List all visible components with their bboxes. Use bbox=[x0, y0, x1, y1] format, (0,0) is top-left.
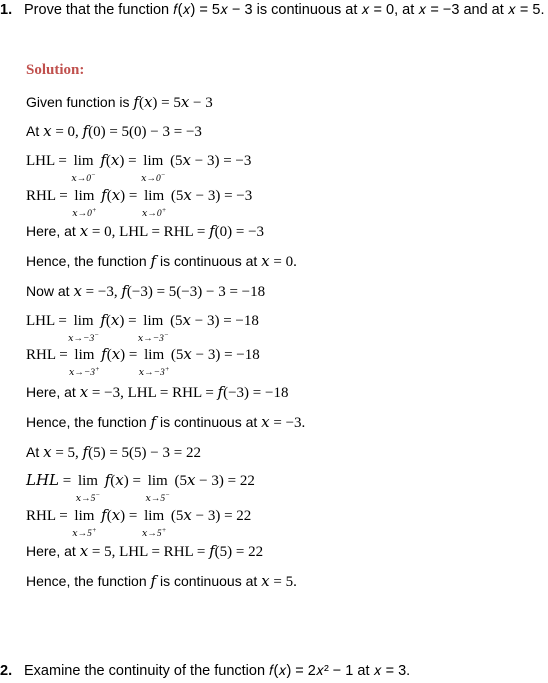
question-number: 1. bbox=[0, 2, 13, 18]
lim-word: lim bbox=[73, 153, 94, 169]
math: 𝑥 = 5. bbox=[261, 574, 297, 590]
question-text: Prove that the function 𝑓(𝑥) = 5𝑥 − 3 is continuous at 𝑥 = 0, at 𝑥 = −3 and at 𝑥 = 5. bbox=[24, 2, 545, 18]
lhl-label: LHL = bbox=[26, 153, 71, 169]
math: 𝑓(𝑥) = bbox=[97, 188, 142, 204]
math: 𝑓(𝑥) = bbox=[97, 508, 142, 524]
text: Now at bbox=[26, 283, 74, 299]
question-1 bbox=[0, 2, 544, 18]
question-2 bbox=[0, 663, 410, 679]
limit-1 bbox=[75, 472, 101, 505]
question-number: 2. bbox=[0, 663, 13, 679]
math: (5𝑥 − 3) = −3 bbox=[167, 188, 253, 204]
solution-line-10 bbox=[26, 383, 288, 402]
lim-sup: − bbox=[91, 171, 96, 179]
math: (5𝑥 − 3) = −18 bbox=[166, 313, 259, 329]
solution-line-1 bbox=[26, 93, 213, 112]
text: Here, at bbox=[26, 223, 80, 239]
lim-word: lim bbox=[144, 347, 165, 363]
solution-line-12 bbox=[26, 443, 201, 462]
text: Given function is bbox=[26, 94, 134, 110]
limit-1 bbox=[72, 507, 97, 540]
math: 𝑓 bbox=[150, 254, 157, 270]
math: 𝑥 = −3. bbox=[261, 415, 306, 431]
limit-2 bbox=[138, 346, 170, 379]
solution-line-2 bbox=[26, 122, 202, 141]
lim-sup: + bbox=[91, 526, 97, 534]
math: 𝑥 = 0, LHL = RHL = 𝑓(0) = −3 bbox=[79, 224, 265, 240]
lim-sub: 𝑥→0 bbox=[71, 174, 91, 185]
math: 𝑓(𝑥) = bbox=[100, 473, 145, 489]
text: is continuous at bbox=[156, 253, 262, 269]
limit-1 bbox=[72, 187, 97, 220]
text: At bbox=[26, 444, 44, 460]
rhl-label: RHL = bbox=[26, 347, 72, 363]
lim-sup: + bbox=[91, 206, 97, 214]
math: 𝑥 = −3, 𝑓(−3) = 5(−3) − 3 = −18 bbox=[73, 284, 266, 300]
solution-line-6 bbox=[26, 252, 297, 271]
lim-sup: − bbox=[163, 331, 169, 339]
text: At bbox=[26, 123, 44, 139]
lim-word: lim bbox=[144, 188, 165, 204]
lim-word: lim bbox=[147, 473, 168, 489]
math: 𝑓 bbox=[150, 574, 157, 590]
lim-word: lim bbox=[144, 508, 165, 524]
lim-sub: 𝑥→−3 bbox=[69, 368, 96, 379]
lim-sub: 𝑥→5 bbox=[75, 494, 96, 505]
limit-2 bbox=[137, 312, 169, 345]
limit-2 bbox=[141, 187, 167, 220]
lim-word: lim bbox=[74, 188, 95, 204]
math: 𝑓 bbox=[150, 415, 157, 431]
solution-line-16 bbox=[26, 572, 297, 591]
lim-sub: 𝑥→0 bbox=[72, 209, 92, 220]
text: Hence, the function bbox=[26, 573, 151, 589]
lim-word: lim bbox=[77, 473, 98, 489]
limit-2 bbox=[141, 152, 166, 185]
text: Here, at bbox=[26, 384, 80, 400]
lim-sub: 𝑥→5 bbox=[72, 529, 92, 540]
math: (5𝑥 − 3) = 22 bbox=[170, 473, 255, 489]
lim-sub: 𝑥→0 bbox=[141, 209, 162, 220]
rhl-label: RHL = bbox=[26, 508, 72, 524]
lhl-label: LHL = bbox=[26, 313, 71, 329]
math: (5𝑥 − 3) = −3 bbox=[166, 153, 252, 169]
math: 𝑥 = 5, 𝑓(5) = 5(5) − 3 = 22 bbox=[43, 445, 201, 461]
question-text: Examine the continuity of the function 𝑓(𝑥) = 2𝑥² − 1 at 𝑥 = 3. bbox=[24, 663, 411, 679]
lim-sup: − bbox=[160, 171, 166, 179]
text: is continuous at bbox=[156, 573, 262, 589]
limit-1 bbox=[71, 152, 96, 185]
lim-word: lim bbox=[74, 347, 95, 363]
limit-2 bbox=[141, 507, 167, 540]
solution-line-15 bbox=[26, 542, 263, 561]
math: 𝑥 = −3, LHL = RHL = 𝑓(−3) = −18 bbox=[79, 385, 289, 401]
text: Here, at bbox=[26, 543, 80, 559]
math: (5𝑥 − 3) = −18 bbox=[167, 347, 260, 363]
lim-sup: − bbox=[94, 331, 99, 339]
lim-sup: + bbox=[95, 365, 100, 373]
lim-sub: 𝑥→0 bbox=[141, 174, 161, 185]
rhl-label: RHL = bbox=[26, 188, 72, 204]
text: Hence, the function bbox=[26, 414, 151, 430]
limit-1 bbox=[69, 346, 100, 379]
lim-sup: − bbox=[95, 491, 101, 499]
lim-sub: 𝑥→5 bbox=[141, 529, 162, 540]
lim-sup: + bbox=[164, 365, 170, 373]
solution-line-14-rhl bbox=[26, 507, 252, 540]
math: 𝑓(𝑥) = 5𝑥 − 3 bbox=[133, 95, 213, 111]
text: Hence, the function bbox=[26, 253, 151, 269]
math: 𝑥 = 0, 𝑓(0) = 5(0) − 3 = −3 bbox=[43, 124, 202, 140]
math: 𝑓(𝑥) = bbox=[96, 153, 141, 169]
solution-line-8-lhl bbox=[26, 312, 259, 345]
math: (5𝑥 − 3) = 22 bbox=[167, 508, 252, 524]
math: 𝑥 = 0. bbox=[261, 254, 297, 270]
solution-line-3-lhl bbox=[26, 152, 252, 185]
solution-heading: Solution: bbox=[26, 62, 85, 78]
text: is continuous at bbox=[156, 414, 262, 430]
lhl-label: 𝐿𝐻𝐿 = bbox=[26, 473, 75, 489]
solution-line-11 bbox=[26, 413, 305, 432]
lim-word: lim bbox=[143, 313, 164, 329]
lim-sub: 𝑥→−3 bbox=[137, 334, 164, 345]
solution-line-4-rhl bbox=[26, 187, 253, 220]
math: 𝑓(𝑥) = bbox=[96, 313, 141, 329]
lim-sub: 𝑥→−3 bbox=[138, 368, 165, 379]
solution-line-5 bbox=[26, 222, 264, 241]
lim-word: lim bbox=[73, 313, 94, 329]
solution-line-13-lhl bbox=[26, 472, 255, 505]
limit-1 bbox=[68, 312, 99, 345]
solution-line-9-rhl bbox=[26, 346, 260, 379]
lim-sub: 𝑥→−3 bbox=[68, 334, 95, 345]
lim-sup: + bbox=[161, 526, 167, 534]
lim-word: lim bbox=[74, 508, 95, 524]
lim-word: lim bbox=[143, 153, 164, 169]
lim-sup: − bbox=[165, 491, 170, 499]
solution-line-7 bbox=[26, 282, 265, 301]
limit-2 bbox=[145, 472, 170, 505]
lim-sup: + bbox=[161, 206, 167, 214]
math: 𝑥 = 5, LHL = RHL = 𝑓(5) = 22 bbox=[79, 544, 264, 560]
math: 𝑓(𝑥) = bbox=[97, 347, 142, 363]
lim-sub: 𝑥→5 bbox=[145, 494, 166, 505]
